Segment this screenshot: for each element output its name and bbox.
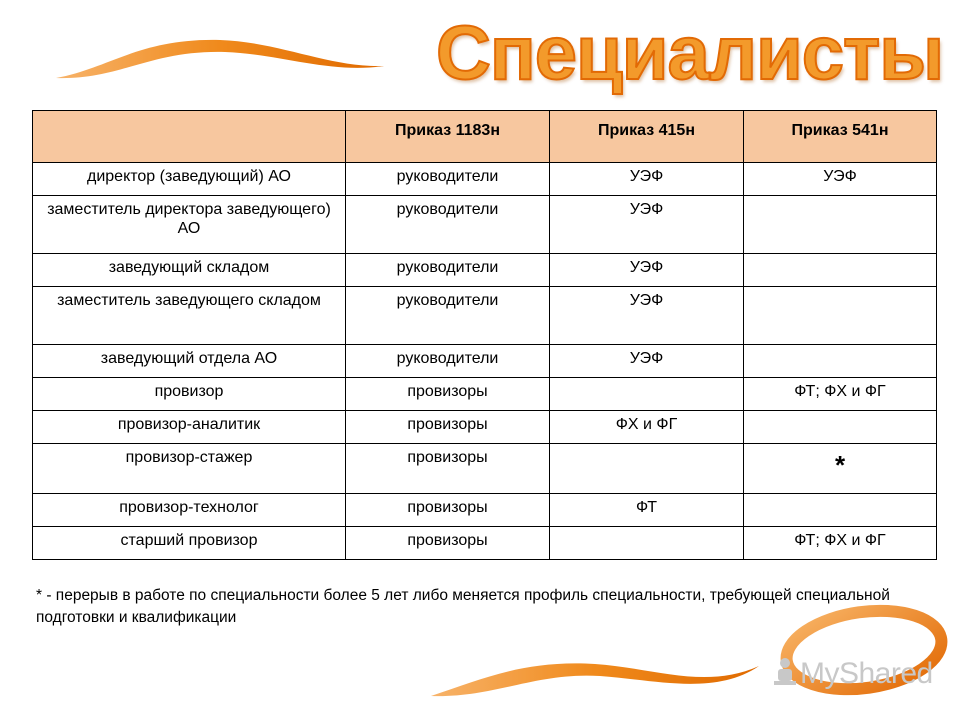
order-541n-cell [744, 411, 937, 444]
order-541n-cell [744, 254, 937, 287]
position-cell: старший провизор [33, 527, 346, 560]
table-row [33, 196, 937, 254]
order-415n-cell: УЭФ [550, 196, 744, 254]
order-1183n-cell: руководители [346, 254, 550, 287]
table-row [33, 287, 937, 345]
order-1183n-cell: руководители [346, 196, 550, 254]
table-row [33, 444, 937, 494]
order-415n-cell: УЭФ [550, 163, 744, 196]
asterisk-footnote-mark: * [834, 450, 846, 480]
order-541n-cell [744, 287, 937, 345]
order-415n-cell [550, 527, 744, 560]
order-1183n-cell: провизоры [346, 494, 550, 527]
order-1183n-cell: провизоры [346, 527, 550, 560]
table-row [33, 527, 937, 560]
order-415n-cell: ФХ и ФГ [550, 411, 744, 444]
order-541n-cell [744, 444, 937, 494]
table-header-row [33, 111, 937, 163]
bottom-swoosh-decoration [425, 638, 765, 708]
myshared-logo-icon [770, 655, 800, 687]
footnote-text: * - перерыв в работе по специальности более 5 лет либо меняется профиль специальности, требующей специальной подготовки и квалификации [36, 587, 890, 626]
watermark-text: MyShared [800, 657, 933, 690]
top-left-swoosh-decoration [50, 28, 390, 88]
header-cell-order-541n: Приказ 541н [744, 111, 937, 163]
order-541n-cell: ФТ; ФХ и ФГ [744, 527, 937, 560]
order-541n-cell [744, 196, 937, 254]
order-1183n-cell: руководители [346, 287, 550, 345]
table-row [33, 345, 937, 378]
table-row [33, 494, 937, 527]
order-1183n-cell: провизоры [346, 411, 550, 444]
order-541n-cell: ФТ; ФХ и ФГ [744, 378, 937, 411]
page-title: Специалисты [436, 11, 944, 96]
table-row [33, 163, 937, 196]
position-cell: директор (заведующий) АО [33, 163, 346, 196]
order-1183n-cell: руководители [346, 163, 550, 196]
header-cell-empty [33, 111, 346, 163]
order-1183n-cell: руководители [346, 345, 550, 378]
specialists-table [32, 110, 937, 560]
order-415n-cell [550, 378, 744, 411]
order-415n-cell: УЭФ [550, 345, 744, 378]
order-541n-cell: УЭФ [744, 163, 937, 196]
header-cell-order-415n: Приказ 415н [550, 111, 744, 163]
order-415n-cell: УЭФ [550, 254, 744, 287]
position-cell: заведующий складом [33, 254, 346, 287]
position-cell: провизор-аналитик [33, 411, 346, 444]
position-cell: заместитель директора заведующего) АО [33, 196, 346, 254]
order-1183n-cell: провизоры [346, 444, 550, 494]
position-cell: заведующий отдела АО [33, 345, 346, 378]
position-cell: провизор-стажер [33, 444, 346, 494]
position-cell: заместитель заведующего складом [33, 287, 346, 345]
order-415n-cell: УЭФ [550, 287, 744, 345]
table-row [33, 411, 937, 444]
table-row [33, 378, 937, 411]
order-541n-cell [744, 494, 937, 527]
myshared-watermark [770, 655, 933, 691]
header-cell-order-1183n: Приказ 1183н [346, 111, 550, 163]
order-541n-cell [744, 345, 937, 378]
order-415n-cell [550, 444, 744, 494]
table-row [33, 254, 937, 287]
position-cell: провизор-технолог [33, 494, 346, 527]
order-415n-cell: ФТ [550, 494, 744, 527]
position-cell: провизор [33, 378, 346, 411]
order-1183n-cell: провизоры [346, 378, 550, 411]
